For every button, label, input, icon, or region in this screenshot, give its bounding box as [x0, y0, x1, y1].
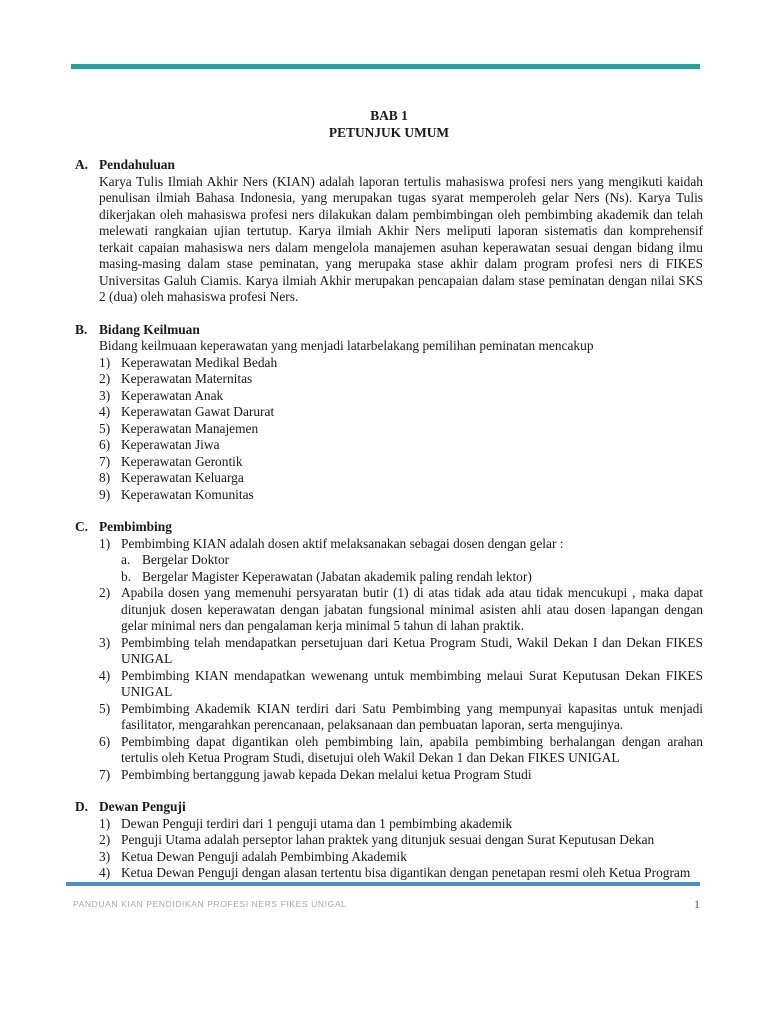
list-item — [99, 816, 703, 833]
section-dewan-penguji — [75, 799, 703, 882]
list-item-number: 1) — [99, 815, 111, 831]
list-item-number: 6) — [99, 733, 111, 749]
list-item-number: 2) — [99, 585, 111, 600]
list-item-text: Keperawatan Jiwa — [121, 437, 220, 452]
list-item-text: Keperawatan Maternitas — [121, 371, 253, 386]
list-item-text: Keperawatan Manajemen — [121, 420, 259, 436]
list-item — [99, 635, 703, 668]
section-letter: A. — [75, 157, 89, 172]
list-item-number: 4) — [99, 404, 111, 419]
header-rule — [71, 64, 700, 69]
list-item — [99, 355, 703, 372]
list-item-text: Ketua Dewan Penguji adalah Pembimbing Akademik — [121, 848, 407, 864]
list-item-number: 3) — [99, 634, 111, 650]
list-item-text: Apabila dosen yang memenuhi persyaratan butir (1) di atas tidak ada atau tidak mencukupi , maka dapat ditunjuk dosen keperawatan dengan jabatan fungsional minimal asisten ahli atau dosen lapangan dengan gelar minimal ners dan pengalaman kerja minimal 5 tahun di lahan praktik. — [121, 585, 703, 633]
sub-list-item-text: Bergelar Doktor — [142, 552, 230, 567]
list-item-number: 3) — [99, 387, 111, 403]
list-item-text: Keperawatan Anak — [121, 387, 224, 403]
section-paragraph: Karya Tulis Ilmiah Akhir Ners (KIAN) adalah laporan tertulis mahasiswa profesi ners yang mengikuti kaidah penulisan ilmiah Bahasa Indonesia, yang merupakan tugas syarat memperoleh gelar Ners (Ns). Karya Tulis dikerjakan oleh mahasiswa profesi ners dilakukan dalam pembimbingan oleh pembimbing akademik dan telah melewati rangkaian ujian tertutup. Karya ilmiah Akhir Ners meliputi laporan sistematis dan komprehensif terkait capaian mahasiswa ners dalam mengelola manajemen asuhan keperawatan sesuai dengan bidang ilmu masing-masing dalam stase peminatan, yang merupaka stase akhir dalam program profesi ners di FIKES Universitas Galuh Ciamis. Karya ilmiah Akhir merupakan pencapaian dalam stase peminatan dengan nilai SKS 2 (dua) oleh mahasiswa profesi Ners. — [99, 173, 703, 304]
list-item-text: Keperawatan Gawat Darurat — [121, 404, 275, 419]
list-item — [99, 470, 703, 487]
footer-text: PANDUAN KIAN PENDIDIKAN PROFESI NERS FIKES UNIGAL — [73, 899, 347, 909]
sub-list-item-letter: a. — [121, 552, 131, 567]
list-item-text: Penguji Utama adalah perseptor lahan praktek yang ditunjuk sesuai dengan Surat Keputusan Dekan — [121, 832, 655, 847]
section-bidang-keilmuan — [75, 322, 703, 504]
sub-list-item — [121, 569, 703, 586]
section-title: Dewan Penguji — [99, 799, 186, 814]
chapter-title: PETUNJUK UMUM — [328, 124, 450, 140]
document-body — [75, 108, 703, 882]
page-number: 1 — [694, 897, 700, 911]
list-item — [99, 849, 703, 866]
list-item-number: 4) — [99, 865, 111, 880]
list-item-number: 3) — [99, 848, 111, 864]
section-heading — [75, 799, 703, 816]
list-item-number: 1) — [99, 535, 111, 551]
section-intro: Bidang keilmuaan keperawatan yang menjadi latarbelakang pemilihan peminatan mencakup — [99, 338, 594, 353]
list-item-number: 7) — [99, 453, 111, 469]
section-pendahuluan — [75, 157, 703, 306]
list-item-text: Pembimbing KIAN mendapatkan wewenang untuk membimbing melaui Surat Keputusan Dekan FIKES UNIGAL — [121, 667, 703, 699]
sub-list-item-letter: b. — [121, 568, 132, 584]
list-item-text: Pembimbing dapat digantikan oleh pembimbing lain, apabila pembimbing berhalangan dengan arahan tertulis oleh Ketua Program Studi, disetujui oleh Wakil Dekan 1 dan Dekan FIKES UNIGAL — [121, 733, 703, 765]
list-item-number: 5) — [99, 420, 111, 436]
sub-list-item — [121, 552, 703, 569]
list-item — [99, 865, 703, 882]
list-item-number: 1) — [99, 354, 111, 370]
sub-list-item-text: Bergelar Magister Keperawatan (Jabatan akademik paling rendah lektor) — [142, 568, 532, 584]
list-item — [99, 701, 703, 734]
list-item-number: 4) — [99, 667, 111, 683]
list-item-number: 9) — [99, 486, 111, 502]
section-title: Bidang Keilmuan — [99, 321, 200, 337]
list-item-text: Pembimbing Akademik KIAN terdiri dari Satu Pembimbing yang mempunyai kapasitas untuk menjadi fasilitator, mengarahkan perencanaan, pelaksanaan dan pembuatan laporan, serta mengujinya. — [121, 700, 703, 732]
section-letter: B. — [75, 321, 88, 337]
list-item-text: Dewan Penguji terdiri dari 1 penguji utama dan 1 pembimbing akademik — [121, 815, 513, 831]
list-item-number: 2) — [99, 371, 111, 386]
section-heading — [75, 322, 703, 339]
list-item-text: Ketua Dewan Penguji dengan alasan tertentu bisa digantikan dengan penetapan resmi oleh Ketua Program — [121, 865, 691, 880]
list-item — [99, 437, 703, 454]
list-item — [99, 767, 703, 784]
list-item-text: Pembimbing KIAN adalah dosen aktif melaksanakan sebagai dosen dengan gelar : — [121, 535, 564, 551]
list-item-number: 6) — [99, 437, 111, 452]
section-letter: C. — [75, 519, 89, 534]
list-item-number: 7) — [99, 766, 111, 782]
list-item — [99, 404, 703, 421]
section-letter: D. — [75, 799, 89, 814]
list-item — [99, 454, 703, 471]
list-item-text: Keperawatan Gerontik — [121, 453, 243, 469]
list-item-number: 5) — [99, 700, 111, 716]
list-item — [99, 832, 703, 849]
list-item-text: Keperawatan Keluarga — [121, 470, 244, 485]
chapter-number: BAB 1 — [370, 108, 408, 123]
list-item-text: Keperawatan Medikal Bedah — [121, 354, 278, 370]
section-heading — [75, 157, 703, 174]
list-item — [99, 585, 703, 635]
list-item — [99, 421, 703, 438]
list-item-text: Pembimbing bertanggung jawab kepada Dekan melalui ketua Program Studi — [121, 766, 532, 782]
section-heading — [75, 519, 703, 536]
list-item — [99, 371, 703, 388]
list-item — [99, 734, 703, 767]
section-pembimbing — [75, 519, 703, 783]
list-item-number: 2) — [99, 832, 111, 847]
list-item-text: Pembimbing telah mendapatkan persetujuan dari Ketua Program Studi, Wakil Dekan I dan Dekan FIKES UNIGAL — [121, 634, 703, 666]
section-title: Pembimbing — [99, 519, 172, 534]
list-item — [99, 388, 703, 405]
footer-rule — [66, 882, 700, 886]
list-item — [99, 668, 703, 701]
list-item — [99, 536, 703, 553]
list-item-number: 8) — [99, 470, 111, 485]
list-item-text: Keperawatan Komunitas — [121, 486, 254, 502]
list-item — [99, 487, 703, 504]
section-title: Pendahuluan — [99, 157, 175, 172]
